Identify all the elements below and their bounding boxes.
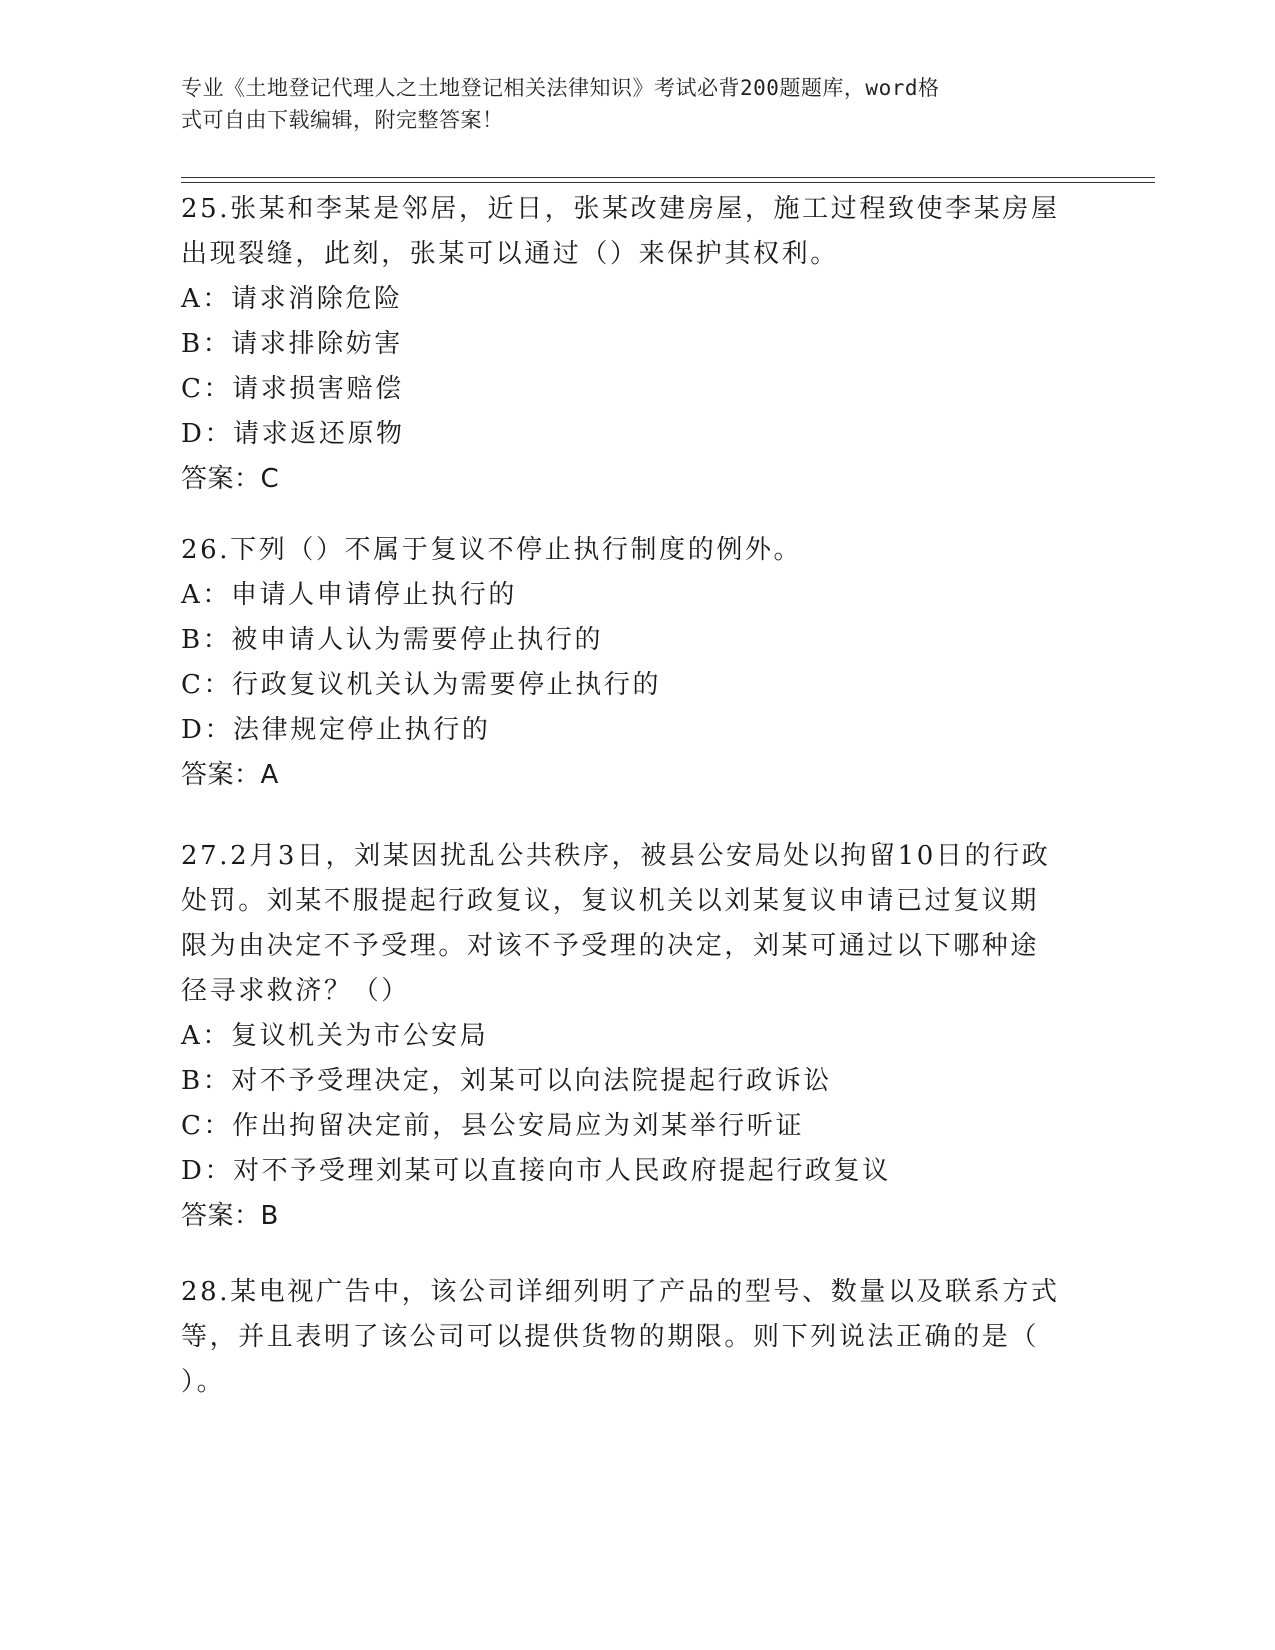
option-a: A：申请人申请停止执行的 (181, 580, 517, 610)
question-stem-line: 等，并且表明了该公司可以提供货物的期限。则下列说法正确的是（ (181, 1322, 1040, 1352)
header-divider-bottom (181, 182, 1155, 183)
option-a: A：请求消除危险 (181, 284, 403, 314)
question-stem-line: 处罚。刘某不服提起行政复议，复议机关以刘某复议申请已过复议期 (181, 886, 1040, 916)
question-25 (181, 187, 1081, 502)
option-c: C：行政复议机关认为需要停止执行的 (181, 670, 662, 700)
header-line-2: 式可自由下载编辑，附完整答案！ (181, 108, 504, 132)
question-26 (181, 528, 1081, 798)
option-b: B：被申请人认为需要停止执行的 (181, 625, 604, 655)
option-b: B：请求排除妨害 (181, 329, 403, 359)
question-stem-line: 25.张某和李某是邻居，近日，张某改建房屋，施工过程致使李某房屋 (181, 194, 1060, 224)
option-c: C：作出拘留决定前，县公安局应为刘某举行听证 (181, 1111, 805, 1141)
option-d: D：法律规定停止执行的 (181, 715, 491, 745)
question-stem-line: 出现裂缝，此刻，张某可以通过（）来保护其权利。 (181, 239, 839, 269)
question-27 (181, 834, 1081, 1239)
question-stem-line: 限为由决定不予受理。对该不予受理的决定，刘某可通过以下哪种途 (181, 931, 1040, 961)
document-header (181, 72, 1061, 136)
question-stem-line: 28.某电视广告中，该公司详细列明了产品的型号、数量以及联系方式 (181, 1277, 1060, 1307)
question-stem-line: 径寻求救济？（） (181, 976, 410, 1006)
answer: 答案：B (181, 1201, 279, 1231)
answer: 答案：C (181, 464, 280, 494)
header-divider-top (181, 177, 1155, 178)
question-stem-line: ）。 (181, 1367, 226, 1397)
option-b: B：对不予受理决定，刘某可以向法院提起行政诉讼 (181, 1066, 832, 1096)
option-c: C：请求损害赔偿 (181, 374, 404, 404)
question-stem-line: 27.2月3日，刘某因扰乱公共秩序，被县公安局处以拘留10日的行政 (181, 841, 1051, 871)
option-a: A：复议机关为市公安局 (181, 1021, 489, 1051)
option-d: D：请求返还原物 (181, 419, 405, 449)
question-28 (181, 1270, 1081, 1405)
question-stem-line: 26.下列（）不属于复议不停止执行制度的例外。 (181, 535, 803, 565)
header-line-1: 专业《土地登记代理人之土地登记相关法律知识》考试必背200题题库，word格 (181, 76, 940, 100)
answer: 答案：A (181, 760, 279, 790)
option-d: D：对不予受理刘某可以直接向市人民政府提起行政复议 (181, 1156, 891, 1186)
